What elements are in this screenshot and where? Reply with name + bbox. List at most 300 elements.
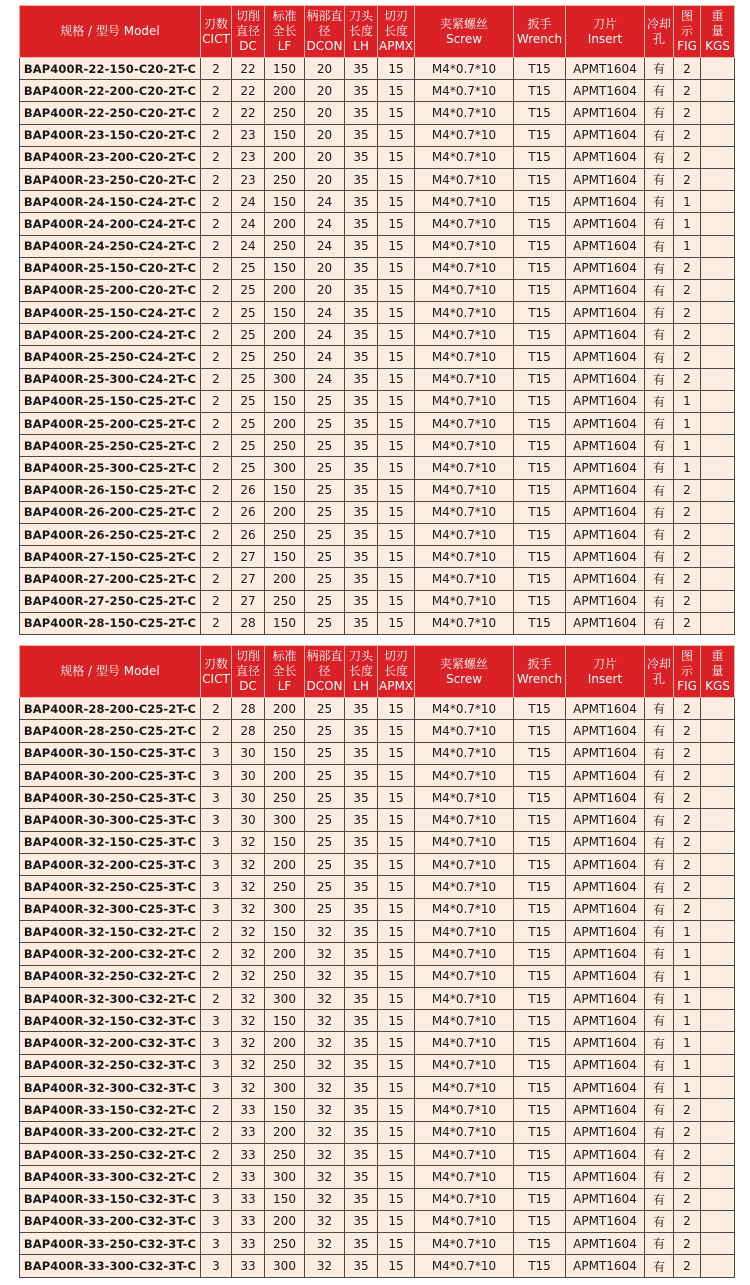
cell-wrench: T15	[514, 720, 566, 742]
cell-cict: 2	[201, 368, 232, 390]
table-row	[20, 1010, 735, 1032]
cell-cict: 3	[201, 764, 232, 786]
cell-fig: 2	[674, 787, 701, 809]
cell-coolant: 有	[645, 1077, 674, 1099]
cell-insert: APMT1604	[566, 1010, 645, 1032]
cell-dcon: 25	[305, 501, 345, 523]
cell-kgs	[701, 831, 735, 853]
cell-screw: M4*0.7*10	[415, 720, 514, 742]
cell-screw: M4*0.7*10	[415, 213, 514, 235]
cell-lf: 200	[265, 80, 305, 102]
cell-wrench: T15	[514, 1077, 566, 1099]
cell-kgs	[701, 1143, 735, 1165]
cell-lh: 35	[345, 80, 378, 102]
cell-lf: 250	[265, 1054, 305, 1076]
cell-wrench: T15	[514, 523, 566, 545]
cell-wrench: T15	[514, 965, 566, 987]
table-row	[20, 742, 735, 764]
cell-wrench: T15	[514, 368, 566, 390]
cell-lh: 35	[345, 501, 378, 523]
cell-screw: M4*0.7*10	[415, 1077, 514, 1099]
cell-cict: 2	[201, 612, 232, 634]
cell-screw: M4*0.7*10	[415, 1121, 514, 1143]
cell-insert: APMT1604	[566, 523, 645, 545]
cell-model: BAP400R-24-150-C24-2T-C	[20, 191, 201, 213]
cell-lh: 35	[345, 1099, 378, 1121]
cell-apmx: 15	[378, 1099, 415, 1121]
cell-cict: 2	[201, 546, 232, 568]
cell-model: BAP400R-25-250-C24-2T-C	[20, 346, 201, 368]
cell-screw: M4*0.7*10	[415, 568, 514, 590]
cell-kgs	[701, 1166, 735, 1188]
cell-screw: M4*0.7*10	[415, 346, 514, 368]
cell-dc: 33	[232, 1210, 265, 1232]
cell-lh: 35	[345, 943, 378, 965]
cell-insert: APMT1604	[566, 764, 645, 786]
cell-kgs	[701, 1233, 735, 1255]
cell-fig: 2	[674, 302, 701, 324]
cell-cict: 2	[201, 302, 232, 324]
cell-apmx: 15	[378, 987, 415, 1009]
cell-insert: APMT1604	[566, 698, 645, 720]
cell-apmx: 15	[378, 1032, 415, 1054]
table-row	[20, 213, 735, 235]
cell-wrench: T15	[514, 854, 566, 876]
cell-coolant: 有	[645, 1143, 674, 1165]
cell-model: BAP400R-23-250-C20-2T-C	[20, 168, 201, 190]
cell-fig: 2	[674, 324, 701, 346]
cell-insert: APMT1604	[566, 102, 645, 124]
table-row	[20, 590, 735, 612]
cell-dcon: 20	[305, 80, 345, 102]
table-row	[20, 1054, 735, 1076]
cell-dcon: 20	[305, 257, 345, 279]
cell-dcon: 20	[305, 146, 345, 168]
cell-dcon: 25	[305, 898, 345, 920]
cell-wrench: T15	[514, 124, 566, 146]
cell-dc: 30	[232, 809, 265, 831]
cell-screw: M4*0.7*10	[415, 1054, 514, 1076]
table-row	[20, 831, 735, 853]
cell-insert: APMT1604	[566, 1188, 645, 1210]
cell-coolant: 有	[645, 1099, 674, 1121]
cell-screw: M4*0.7*10	[415, 787, 514, 809]
cell-dc: 24	[232, 191, 265, 213]
header-row	[20, 646, 735, 698]
cell-insert: APMT1604	[566, 1121, 645, 1143]
cell-wrench: T15	[514, 1143, 566, 1165]
cell-lh: 35	[345, 720, 378, 742]
cell-coolant: 有	[645, 787, 674, 809]
cell-dcon: 25	[305, 413, 345, 435]
cell-wrench: T15	[514, 213, 566, 235]
cell-kgs	[701, 1255, 735, 1277]
cell-kgs	[701, 1032, 735, 1054]
cell-model: BAP400R-32-300-C32-2T-C	[20, 987, 201, 1009]
header-dc-line: DC	[239, 679, 257, 693]
table-row	[20, 124, 735, 146]
cell-lh: 35	[345, 479, 378, 501]
cell-cict: 3	[201, 898, 232, 920]
cell-wrench: T15	[514, 1233, 566, 1255]
header-dc-line: 直径	[235, 664, 260, 678]
cell-lf: 200	[265, 568, 305, 590]
cell-screw: M4*0.7*10	[415, 146, 514, 168]
cell-dcon: 20	[305, 58, 345, 80]
cell-apmx: 15	[378, 1010, 415, 1032]
table-row	[20, 898, 735, 920]
cell-kgs	[701, 1121, 735, 1143]
cell-wrench: T15	[514, 235, 566, 257]
table-row	[20, 876, 735, 898]
cell-dcon: 25	[305, 876, 345, 898]
cell-model: BAP400R-32-200-C25-3T-C	[20, 854, 201, 876]
cell-insert: APMT1604	[566, 965, 645, 987]
cell-model: BAP400R-22-200-C20-2T-C	[20, 80, 201, 102]
cell-screw: M4*0.7*10	[415, 235, 514, 257]
table-row	[20, 546, 735, 568]
cell-fig: 2	[674, 1210, 701, 1232]
cell-model: BAP400R-30-250-C25-3T-C	[20, 787, 201, 809]
header-lh	[345, 646, 378, 698]
cell-coolant: 有	[645, 479, 674, 501]
table-row	[20, 920, 735, 942]
cell-lf: 300	[265, 809, 305, 831]
cell-cict: 3	[201, 1077, 232, 1099]
cell-insert: APMT1604	[566, 501, 645, 523]
cell-kgs	[701, 501, 735, 523]
cell-apmx: 15	[378, 80, 415, 102]
cell-wrench: T15	[514, 501, 566, 523]
cell-dc: 32	[232, 987, 265, 1009]
cell-dcon: 32	[305, 1121, 345, 1143]
table-row	[20, 1166, 735, 1188]
cell-insert: APMT1604	[566, 809, 645, 831]
cell-model: BAP400R-27-150-C25-2T-C	[20, 546, 201, 568]
cell-fig: 1	[674, 965, 701, 987]
cell-dcon: 25	[305, 742, 345, 764]
header-kgs-line: 重	[711, 9, 724, 23]
cell-lh: 35	[345, 876, 378, 898]
cell-screw: M4*0.7*10	[415, 257, 514, 279]
cell-lh: 35	[345, 1233, 378, 1255]
cell-coolant: 有	[645, 390, 674, 412]
cell-apmx: 15	[378, 413, 415, 435]
cell-cict: 2	[201, 987, 232, 1009]
cell-dc: 30	[232, 742, 265, 764]
cell-coolant: 有	[645, 346, 674, 368]
cell-lh: 35	[345, 1255, 378, 1277]
header-insert-line: 刀片	[592, 656, 617, 671]
cell-screw: M4*0.7*10	[415, 457, 514, 479]
cell-cict: 3	[201, 876, 232, 898]
cell-wrench: T15	[514, 612, 566, 634]
header-fig	[674, 6, 701, 58]
cell-apmx: 15	[378, 1077, 415, 1099]
table-row	[20, 764, 735, 786]
cell-kgs	[701, 80, 735, 102]
table-row	[20, 612, 735, 634]
cell-insert: APMT1604	[566, 302, 645, 324]
cell-dc: 25	[232, 435, 265, 457]
cell-dcon: 32	[305, 1166, 345, 1188]
table-row	[20, 1210, 735, 1232]
cell-lh: 35	[345, 102, 378, 124]
cell-coolant: 有	[645, 457, 674, 479]
cell-kgs	[701, 58, 735, 80]
cell-insert: APMT1604	[566, 1077, 645, 1099]
cell-screw: M4*0.7*10	[415, 1166, 514, 1188]
header-fig-line: 图	[680, 649, 693, 663]
cell-fig: 1	[674, 435, 701, 457]
cell-apmx: 15	[378, 501, 415, 523]
cell-lh: 35	[345, 764, 378, 786]
spec-table-2	[19, 645, 735, 1278]
cell-coolant: 有	[645, 368, 674, 390]
cell-apmx: 15	[378, 546, 415, 568]
cell-model: BAP400R-22-150-C20-2T-C	[20, 58, 201, 80]
cell-coolant: 有	[645, 720, 674, 742]
cell-coolant: 有	[645, 876, 674, 898]
cell-screw: M4*0.7*10	[415, 368, 514, 390]
cell-fig: 2	[674, 523, 701, 545]
cell-dcon: 20	[305, 124, 345, 146]
cell-dc: 24	[232, 213, 265, 235]
cell-cict: 3	[201, 1210, 232, 1232]
cell-apmx: 15	[378, 854, 415, 876]
cell-coolant: 有	[645, 102, 674, 124]
header-lf	[265, 646, 305, 698]
cell-fig: 2	[674, 146, 701, 168]
table-row	[20, 1099, 735, 1121]
cell-lf: 250	[265, 787, 305, 809]
header-row	[20, 6, 735, 58]
cell-wrench: T15	[514, 346, 566, 368]
cell-dcon: 20	[305, 102, 345, 124]
cell-apmx: 15	[378, 257, 415, 279]
cell-apmx: 15	[378, 809, 415, 831]
header-insert	[566, 6, 645, 58]
header-dc-line: 直径	[235, 24, 260, 38]
header-wrench-line: Wrench	[516, 671, 563, 686]
cell-kgs	[701, 346, 735, 368]
cell-cict: 2	[201, 943, 232, 965]
header-model	[20, 6, 201, 58]
cell-insert: APMT1604	[566, 457, 645, 479]
cell-lf: 300	[265, 1166, 305, 1188]
cell-screw: M4*0.7*10	[415, 501, 514, 523]
cell-cict: 3	[201, 854, 232, 876]
header-wrench-line: 扳手	[527, 656, 552, 671]
cell-fig: 2	[674, 279, 701, 301]
cell-model: BAP400R-24-200-C24-2T-C	[20, 213, 201, 235]
cell-kgs	[701, 235, 735, 257]
cell-fig: 2	[674, 257, 701, 279]
cell-kgs	[701, 590, 735, 612]
cell-fig: 2	[674, 854, 701, 876]
cell-lf: 150	[265, 302, 305, 324]
cell-lf: 200	[265, 1210, 305, 1232]
cell-wrench: T15	[514, 590, 566, 612]
cell-coolant: 有	[645, 302, 674, 324]
cell-fig: 1	[674, 457, 701, 479]
cell-model: BAP400R-32-250-C32-3T-C	[20, 1054, 201, 1076]
cell-lh: 35	[345, 1121, 378, 1143]
cell-model: BAP400R-26-200-C25-2T-C	[20, 501, 201, 523]
cell-apmx: 15	[378, 124, 415, 146]
cell-screw: M4*0.7*10	[415, 168, 514, 190]
cell-dcon: 25	[305, 831, 345, 853]
cell-cict: 3	[201, 742, 232, 764]
cell-dc: 22	[232, 58, 265, 80]
cell-coolant: 有	[645, 324, 674, 346]
cell-apmx: 15	[378, 1210, 415, 1232]
cell-dcon: 25	[305, 568, 345, 590]
header-fig-line: FIG	[677, 679, 697, 693]
header-kgs	[701, 646, 735, 698]
header-lh-line: 长度	[348, 24, 373, 38]
cell-lh: 35	[345, 168, 378, 190]
header-lf-line: 标准	[272, 649, 297, 663]
cell-apmx: 15	[378, 612, 415, 634]
cell-dcon: 25	[305, 764, 345, 786]
cell-model: BAP400R-32-300-C25-3T-C	[20, 898, 201, 920]
cell-dcon: 24	[305, 324, 345, 346]
cell-wrench: T15	[514, 1188, 566, 1210]
cell-cict: 3	[201, 1054, 232, 1076]
table-row	[20, 235, 735, 257]
cell-fig: 2	[674, 764, 701, 786]
cell-lh: 35	[345, 1143, 378, 1165]
cell-model: BAP400R-23-150-C20-2T-C	[20, 124, 201, 146]
cell-lf: 150	[265, 1099, 305, 1121]
cell-cict: 2	[201, 390, 232, 412]
header-coolant-line: 冷却	[646, 16, 671, 31]
cell-fig: 1	[674, 1077, 701, 1099]
header-dcon-line: 柄部直	[306, 9, 343, 23]
cell-apmx: 15	[378, 523, 415, 545]
cell-kgs	[701, 523, 735, 545]
cell-insert: APMT1604	[566, 1166, 645, 1188]
cell-screw: M4*0.7*10	[415, 764, 514, 786]
header-lf-line: 全长	[272, 664, 297, 678]
cell-dcon: 32	[305, 1010, 345, 1032]
cell-kgs	[701, 612, 735, 634]
cell-model: BAP400R-33-250-C32-3T-C	[20, 1233, 201, 1255]
cell-screw: M4*0.7*10	[415, 898, 514, 920]
cell-insert: APMT1604	[566, 1032, 645, 1054]
cell-lf: 250	[265, 965, 305, 987]
cell-dc: 32	[232, 1054, 265, 1076]
header-coolant-line: 孔	[652, 671, 665, 686]
cell-cict: 2	[201, 698, 232, 720]
cell-dcon: 24	[305, 368, 345, 390]
cell-fig: 1	[674, 213, 701, 235]
cell-lf: 200	[265, 854, 305, 876]
cell-coolant: 有	[645, 1032, 674, 1054]
cell-lf: 250	[265, 523, 305, 545]
table-row	[20, 1255, 735, 1277]
cell-model: BAP400R-32-250-C25-3T-C	[20, 876, 201, 898]
header-screw-line: Screw	[445, 31, 483, 46]
header-dc	[232, 6, 265, 58]
header-apmx-line: 切刃	[383, 649, 408, 663]
table-row	[20, 457, 735, 479]
cell-dc: 22	[232, 102, 265, 124]
header-apmx-line: 长度	[383, 24, 408, 38]
cell-cict: 2	[201, 920, 232, 942]
cell-cict: 2	[201, 146, 232, 168]
header-cict	[201, 6, 232, 58]
cell-cict: 2	[201, 80, 232, 102]
cell-coolant: 有	[645, 987, 674, 1009]
header-lh	[345, 6, 378, 58]
table-row	[20, 390, 735, 412]
cell-screw: M4*0.7*10	[415, 831, 514, 853]
cell-kgs	[701, 854, 735, 876]
cell-coolant: 有	[645, 58, 674, 80]
cell-dc: 27	[232, 546, 265, 568]
cell-wrench: T15	[514, 479, 566, 501]
cell-coolant: 有	[645, 501, 674, 523]
table-row	[20, 435, 735, 457]
cell-wrench: T15	[514, 898, 566, 920]
header-coolant-line: 孔	[652, 31, 665, 46]
cell-cict: 2	[201, 1099, 232, 1121]
cell-lf: 250	[265, 346, 305, 368]
cell-insert: APMT1604	[566, 168, 645, 190]
cell-coolant: 有	[645, 1121, 674, 1143]
header-fig-line: 示	[680, 664, 693, 678]
table-row	[20, 854, 735, 876]
cell-lh: 35	[345, 987, 378, 1009]
cell-model: BAP400R-32-150-C32-2T-C	[20, 920, 201, 942]
cell-kgs	[701, 920, 735, 942]
cell-dcon: 32	[305, 965, 345, 987]
cell-dc: 25	[232, 257, 265, 279]
cell-screw: M4*0.7*10	[415, 943, 514, 965]
header-screw-line: Screw	[445, 671, 483, 686]
cell-fig: 2	[674, 124, 701, 146]
cell-model: BAP400R-28-150-C25-2T-C	[20, 612, 201, 634]
cell-lf: 300	[265, 987, 305, 1009]
cell-kgs	[701, 257, 735, 279]
header-fig-line: 图	[680, 9, 693, 23]
cell-model: BAP400R-32-150-C32-3T-C	[20, 1010, 201, 1032]
cell-dc: 23	[232, 146, 265, 168]
cell-model: BAP400R-27-250-C25-2T-C	[20, 590, 201, 612]
cell-model: BAP400R-25-300-C24-2T-C	[20, 368, 201, 390]
cell-screw: M4*0.7*10	[415, 435, 514, 457]
cell-coolant: 有	[645, 213, 674, 235]
cell-dc: 33	[232, 1143, 265, 1165]
cell-coolant: 有	[645, 831, 674, 853]
cell-coolant: 有	[645, 1233, 674, 1255]
cell-wrench: T15	[514, 764, 566, 786]
cell-kgs	[701, 146, 735, 168]
cell-dcon: 25	[305, 787, 345, 809]
cell-fig: 2	[674, 568, 701, 590]
cell-lh: 35	[345, 854, 378, 876]
cell-screw: M4*0.7*10	[415, 102, 514, 124]
header-insert	[566, 646, 645, 698]
header-dc	[232, 646, 265, 698]
cell-lh: 35	[345, 920, 378, 942]
cell-coolant: 有	[645, 1210, 674, 1232]
cell-coolant: 有	[645, 191, 674, 213]
cell-wrench: T15	[514, 279, 566, 301]
cell-dcon: 32	[305, 1188, 345, 1210]
